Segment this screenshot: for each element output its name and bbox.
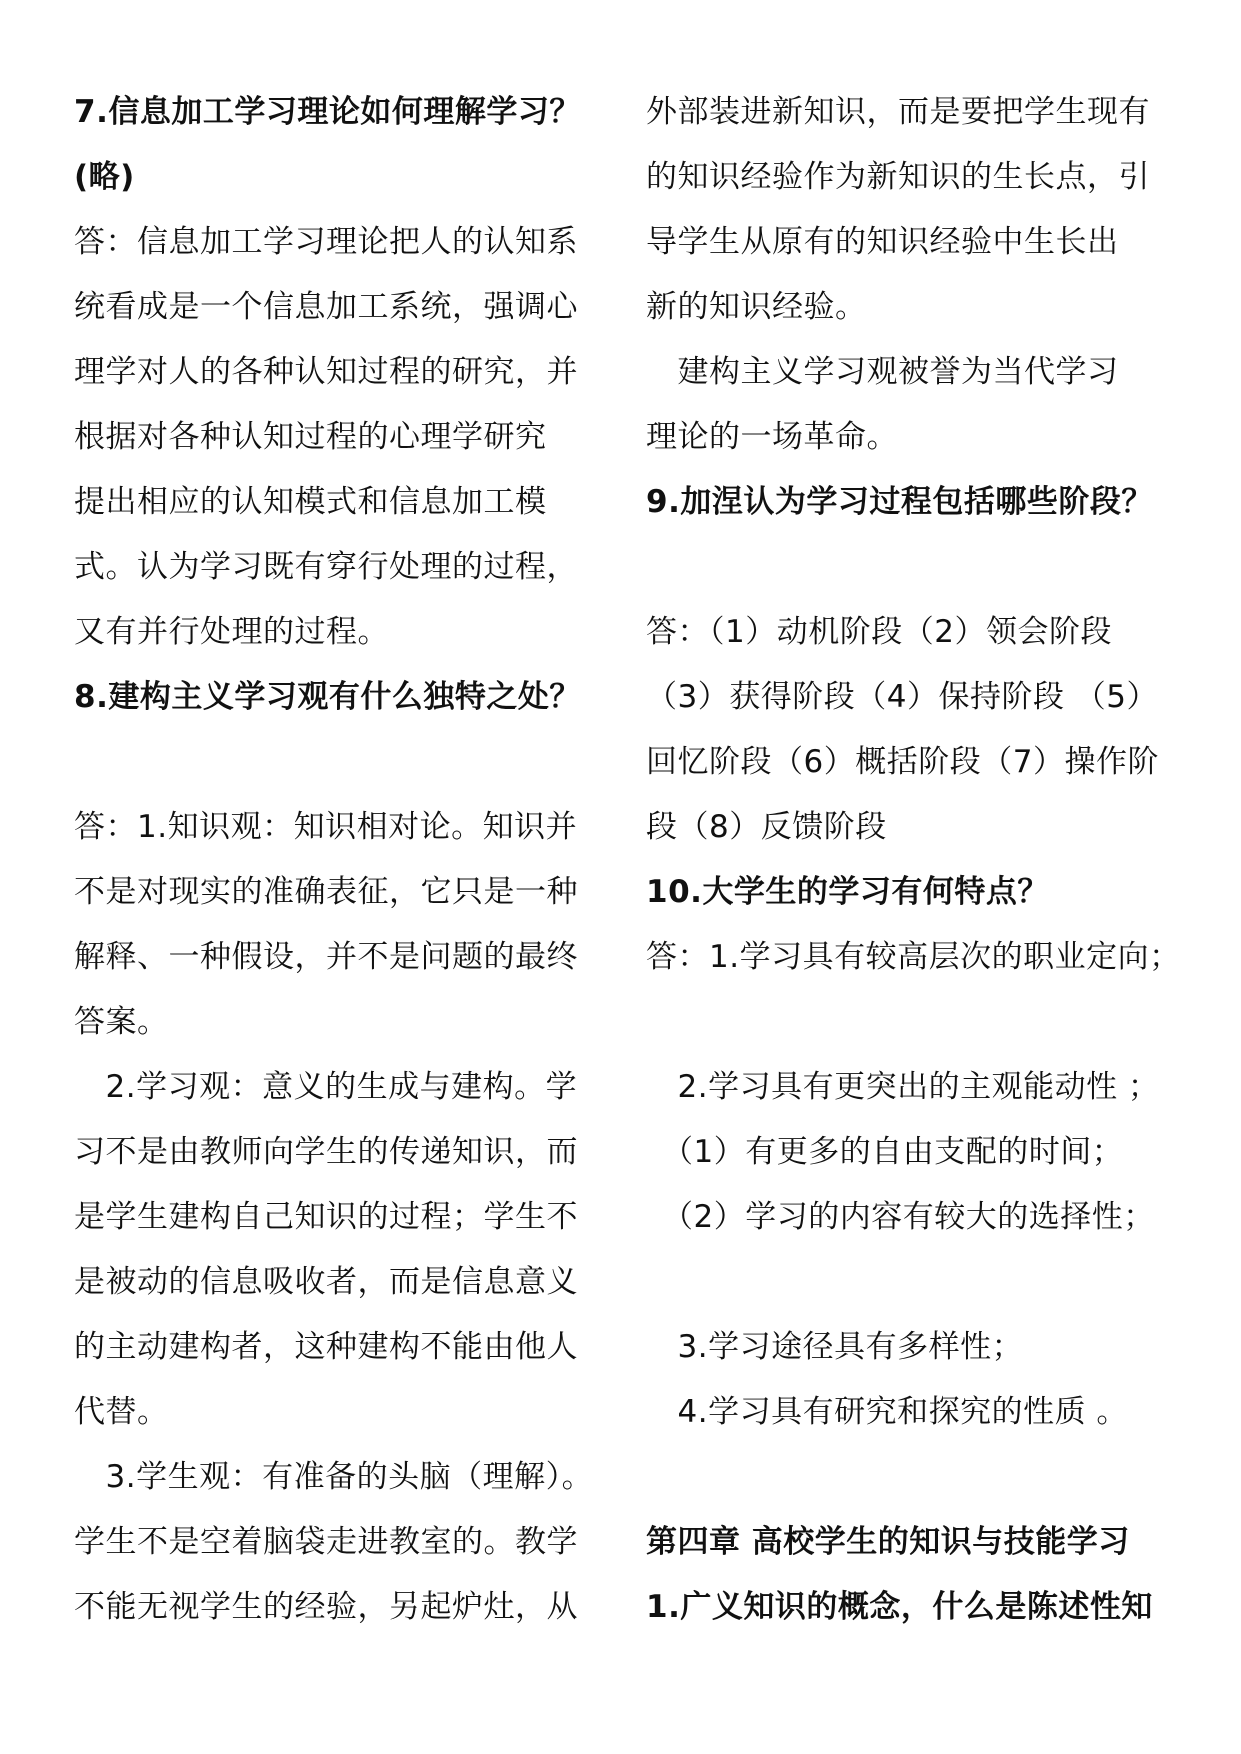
text-line: （1）有更多的自由支配的时间； <box>646 1134 1124 1170</box>
blank-line <box>646 1445 1176 1510</box>
text-line: 答：1.学习具有较高层次的职业定向； <box>646 939 1181 975</box>
section-heading: 9.加涅认为学习过程包括哪些阶段？ <box>646 484 1153 520</box>
text-line: 理论的一场革命。 <box>646 419 898 455</box>
text-line: 导学生从原有的知识经验中生长出 <box>646 224 1119 260</box>
text-line: 提出相应的认知模式和信息加工模 <box>74 484 547 520</box>
text-line: 代替。 <box>74 1394 169 1430</box>
text-line: 学生不是空着脑袋走进教室的。教学 <box>74 1524 578 1560</box>
text-line: 不是对现实的准确表征，它只是一种 <box>74 874 578 910</box>
text-line: （2）学习的内容有较大的选择性； <box>646 1199 1155 1235</box>
blank-line <box>646 535 1176 600</box>
left-column <box>74 80 604 1640</box>
text-line: 统看成是一个信息加工系统，强调心 <box>74 289 578 325</box>
text-line: 外部装进新知识，而是要把学生现有 <box>646 94 1150 130</box>
text-line: 是学生建构自己知识的过程；学生不 <box>74 1199 578 1235</box>
text-line: 不能无视学生的经验，另起炉灶，从 <box>74 1589 578 1625</box>
text-line: 答：（1）动机阶段（2）领会阶段 <box>646 614 1112 650</box>
text-line: 3.学习途径具有多样性； <box>646 1329 1024 1365</box>
text-line: 3.学生观：有准备的头脑（理解）。 <box>74 1459 594 1495</box>
text-line: 4.学习具有研究和探究的性质 。 <box>646 1394 1128 1430</box>
text-line: （3）获得阶段（4）保持阶段 （5） <box>646 679 1159 715</box>
text-line: 段（8）反馈阶段 <box>646 809 887 845</box>
section-heading: 7.信息加工学习理论如何理解学习？ <box>74 94 581 130</box>
section-heading: 10.大学生的学习有何特点？ <box>646 874 1049 910</box>
text-line: 新的知识经验。 <box>646 289 867 325</box>
text-line: 式。认为学习既有穿行处理的过程， <box>74 549 578 585</box>
text-line: 答案。 <box>74 1004 169 1040</box>
section-heading: (略) <box>74 159 135 195</box>
blank-line <box>646 1250 1176 1315</box>
text-line: 是被动的信息吸收者，而是信息意义 <box>74 1264 578 1300</box>
text-line: 又有并行处理的过程。 <box>74 614 389 650</box>
text-line: 习不是由教师向学生的传递知识，而 <box>74 1134 578 1170</box>
blank-line <box>646 990 1176 1055</box>
text-line: 理学对人的各种认知过程的研究，并 <box>74 354 578 390</box>
right-column <box>646 80 1181 1640</box>
text-line: 2.学习观：意义的生成与建构。学 <box>74 1069 578 1105</box>
blank-line <box>74 730 604 795</box>
text-line: 的知识经验作为新知识的生长点，引 <box>646 159 1150 195</box>
text-line: 建构主义学习观被誉为当代学习 <box>646 354 1119 390</box>
text-line: 解释、一种假设，并不是问题的最终 <box>74 939 578 975</box>
section-heading: 第四章 高校学生的知识与技能学习 <box>646 1524 1130 1560</box>
section-heading: 8.建构主义学习观有什么独特之处？ <box>74 679 581 715</box>
text-line: 的主动建构者，这种建构不能由他人 <box>74 1329 578 1365</box>
text-line: 答：1.知识观：知识相对论。知识并 <box>74 809 578 845</box>
text-line: 根据对各种认知过程的心理学研究 <box>74 419 547 455</box>
text-line: 答：信息加工学习理论把人的认知系 <box>74 224 578 260</box>
text-line: 2.学习具有更突出的主观能动性 ； <box>646 1069 1160 1105</box>
text-line: 回忆阶段（6）概括阶段（7）操作阶 <box>646 744 1159 780</box>
section-heading: 1.广义知识的概念，什么是陈述性知 <box>646 1589 1153 1625</box>
